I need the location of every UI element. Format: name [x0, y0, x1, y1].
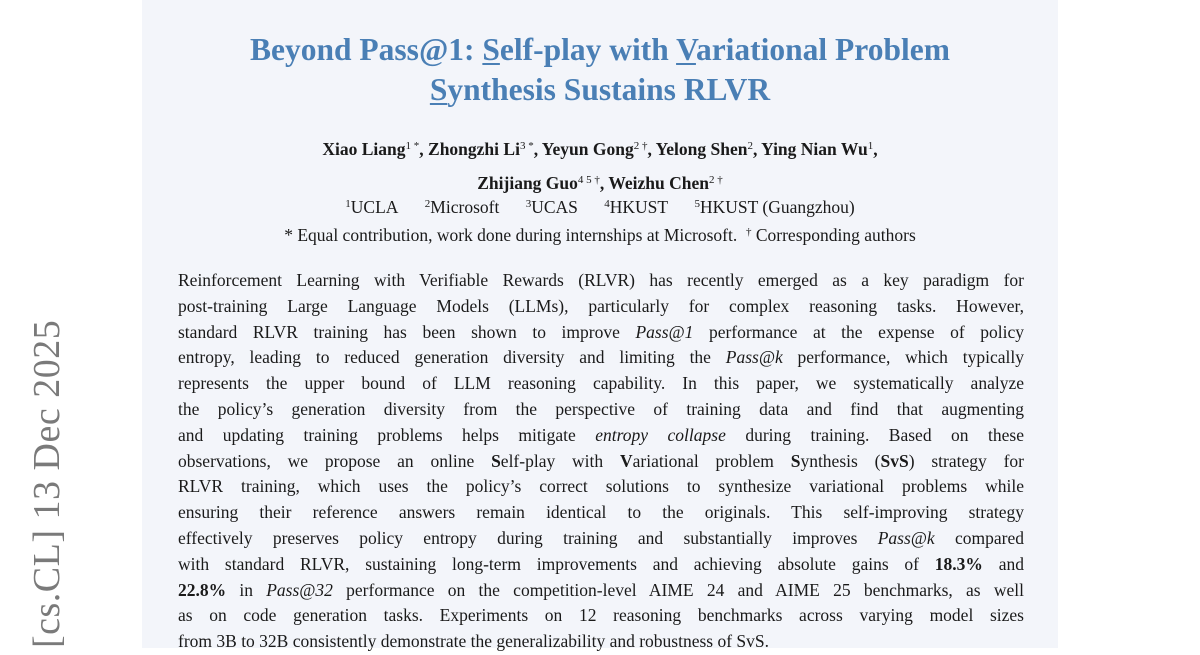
abstract-line: from 3B to 32B consistently demonstrate the generalizability and robustness of SvS. — [178, 631, 770, 652]
abstract-line: Reinforcement Learning with Verifiable Rewards (RLVR) has recently emerged as a key paradigm for — [178, 270, 1024, 290]
paper-title — [142, 30, 1058, 110]
affiliation: $^1$UCLA — [345, 197, 399, 217]
author: Zhijiang Guo$^{4 5 \dagger}$ — [477, 173, 600, 193]
affiliation-list — [142, 192, 1058, 219]
abstract-line: represents the upper bound of LLM reasoning capability. In this paper, we systematically analyze — [178, 373, 1024, 394]
abstract — [178, 268, 1024, 655]
author: Yeyun Gong$^{2 \dagger}$ — [541, 139, 648, 159]
arxiv-stamp: [cs.CL] 13 Dec 2025 — [26, 319, 68, 648]
abstract-line: with standard RLVR, sustaining long-term improvements and achieving absolute gains of 18.3% and — [178, 553, 1024, 574]
abstract-line: observations, we propose an online Self-play with Variational problem Synthesis (SvS) strategy for — [178, 450, 1024, 471]
abstract-line: RLVR training, which uses the policy’s correct solutions to synthesize variational problems while — [178, 476, 1024, 497]
affiliation: $^3$UCAS — [525, 197, 578, 217]
contribution-note: * Equal contribution, work done during internships at Microsoft. † Corresponding authors — [284, 225, 916, 245]
title-underlined-letter: V — [676, 32, 696, 67]
paper-page — [142, 0, 1058, 652]
title-part: ariational Problem — [695, 32, 950, 67]
abstract-line: ensuring their reference answers remain identical to the originals. This self-improving strategy — [178, 502, 1024, 523]
title-underlined-letter: S — [429, 72, 448, 107]
title-underlined-letter: S — [482, 32, 500, 67]
affiliation: $^4$HKUST — [604, 197, 669, 217]
title-part: Beyond Pass@1: — [250, 32, 483, 67]
abstract-line: effectively preserves policy entropy during training and substantially improves Pass@k compared — [178, 527, 1024, 548]
title-part: elf-play with — [499, 32, 677, 67]
author: Zhongzhi $Li^{3 *}$ — [428, 139, 534, 159]
affiliation: $^5$HKUST (Guangzhou) — [694, 197, 855, 217]
title-part: ynthesis Sustains RLVR — [447, 72, 771, 107]
abstract-line: as on code generation tasks. Experiments on 12 reasoning benchmarks across varying model sizes — [178, 605, 1024, 626]
abstract-line: entropy, leading to reduced generation diversity and limiting the Pass@k performance, which typically — [178, 347, 1024, 368]
abstract-line: 22.8% in Pass@32 performance on the competition-level AIME 24 and AIME 25 benchmarks, as well — [178, 579, 1024, 600]
author: Yelong Shen$^2$ — [655, 139, 753, 159]
affiliation: $^2$Microsoft — [424, 197, 500, 217]
abstract-line: the policy’s generation diversity from the perspective of training data and find that augmenting — [178, 398, 1024, 419]
author: Ying Nian Wu$^1$ — [761, 139, 874, 159]
abstract-line: post-training Large Language Models (LLMs), particularly for complex reasoning tasks. However, — [178, 295, 1024, 316]
abstract-line: standard RLVR training has been shown to improve Pass@1 performance at the expense of policy — [178, 321, 1024, 342]
author: Weizhu Chen$^{2 \dagger}$ — [608, 173, 723, 193]
author: Xiao Liang$^{1 *}$ — [322, 139, 420, 159]
author-list: Xiao Liang$^{1 *}$, Zhongzhi $Li^{3 *}$, Yeyun Gong$^{2 \dagger}$, Yelong Shen$^2$, Ying Nian Wu$^1$, Zhijiang Guo$^{4 5 \dagger}$, Weizhu Chen$^{2 \dagger}$ — [322, 139, 878, 193]
abstract-line: and updating training problems helps mitigate entropy collapse during training. Based on these — [178, 424, 1024, 445]
